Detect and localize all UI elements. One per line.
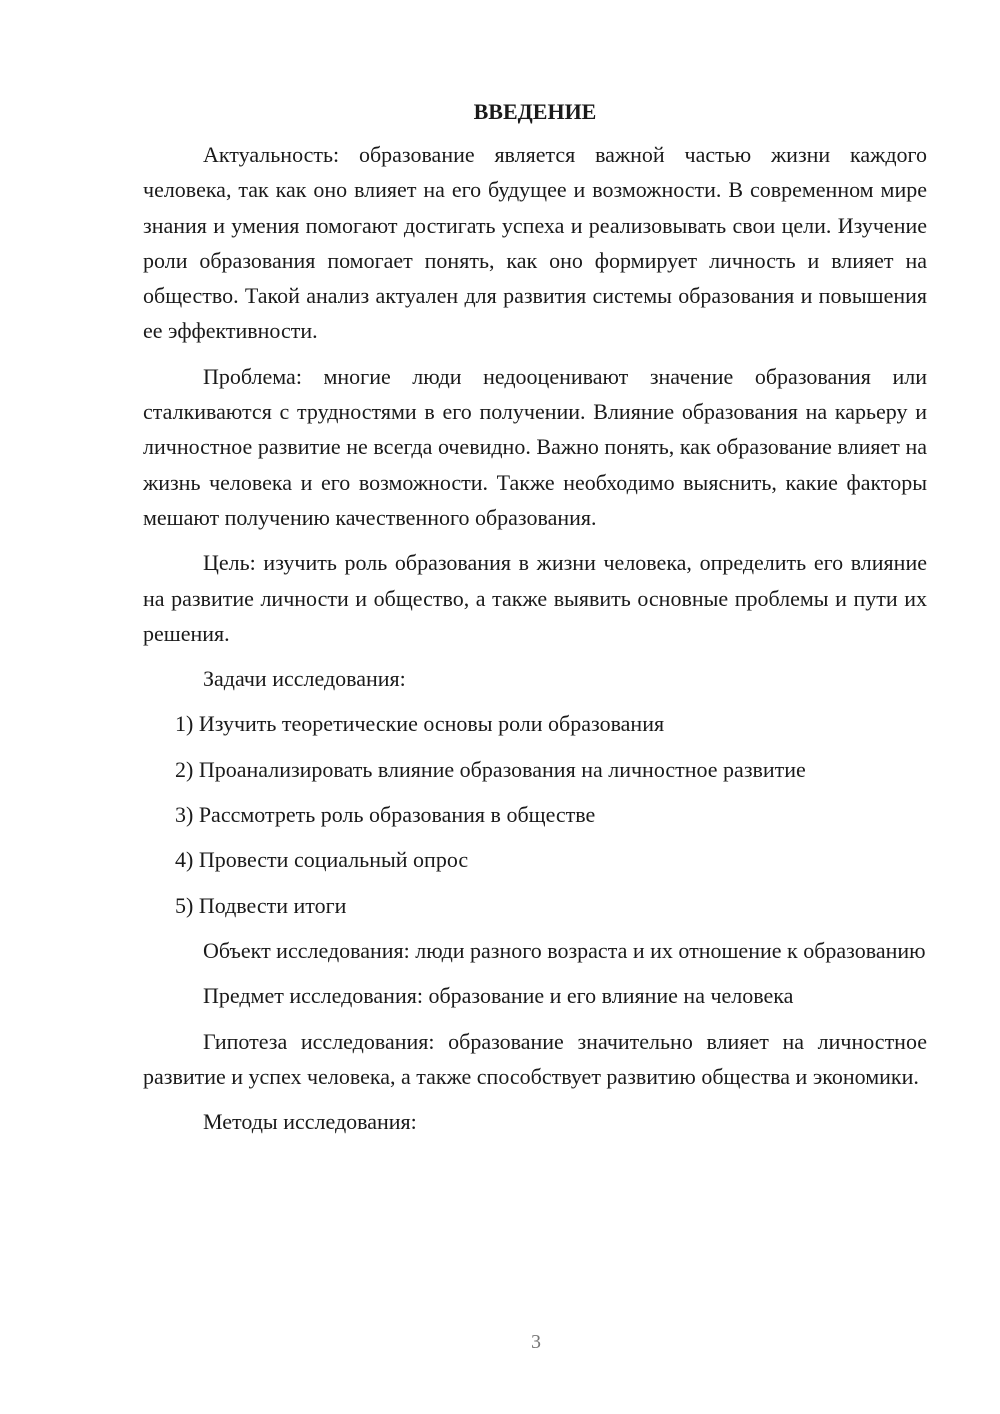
methods-title: Методы исследования:: [203, 1109, 417, 1135]
problem-paragraph: Проблема: многие люди недооценивают значение образования или сталкиваются с трудностями в его получении. Влияние образования на карьеру и личностное развитие не всегда очевидно. Важно понять, как образование влияет на жизнь человека и его возможности. Также необходимо выяснить, какие факторы мешают получению качественного образования.: [143, 363, 927, 530]
relevance-paragraph: Актуальность: образование является важной частью жизни каждого человека, так как оно влияет на его будущее и возможности. В современном мире знания и умения помогают достигать успеха и реализовывать свои цели. Изучение роли образования помогает понять, как оно формирует личность и влияет на общество. Такой анализ актуален для развития системы образования и повышения ее эффективности.: [143, 142, 927, 344]
page-content: [143, 94, 927, 1149]
page-number: 3: [531, 1331, 541, 1353]
hypothesis-paragraph: Гипотеза исследования: образование значительно влияет на личностное развитие и успех человека, а также способствует развитию общества и экономики.: [143, 1028, 927, 1089]
object-paragraph: Объект исследования: люди разного возраста и их отношение к образованию: [203, 937, 926, 963]
subject-paragraph: Предмет исследования: образование и его влияние на человека: [203, 983, 794, 1009]
tasks-title: Задачи исследования:: [203, 666, 406, 692]
section-heading: ВВЕДЕНИЕ: [473, 99, 597, 124]
list-item: 4) Провести социальный опрос: [175, 847, 469, 873]
list-item: 1) Изучить теоретические основы роли образования: [175, 711, 665, 737]
tasks-list: [143, 706, 927, 922]
list-item: 3) Рассмотреть роль образования в обществе: [175, 802, 596, 828]
list-item: 5) Подвести итоги: [175, 892, 347, 918]
goal-paragraph: Цель: изучить роль образования в жизни человека, определить его влияние на развитие личности и общество, а также выявить основные проблемы и пути их решения.: [143, 550, 927, 646]
list-item: 2) Проанализировать влияние образования на личностное развитие: [175, 756, 806, 782]
